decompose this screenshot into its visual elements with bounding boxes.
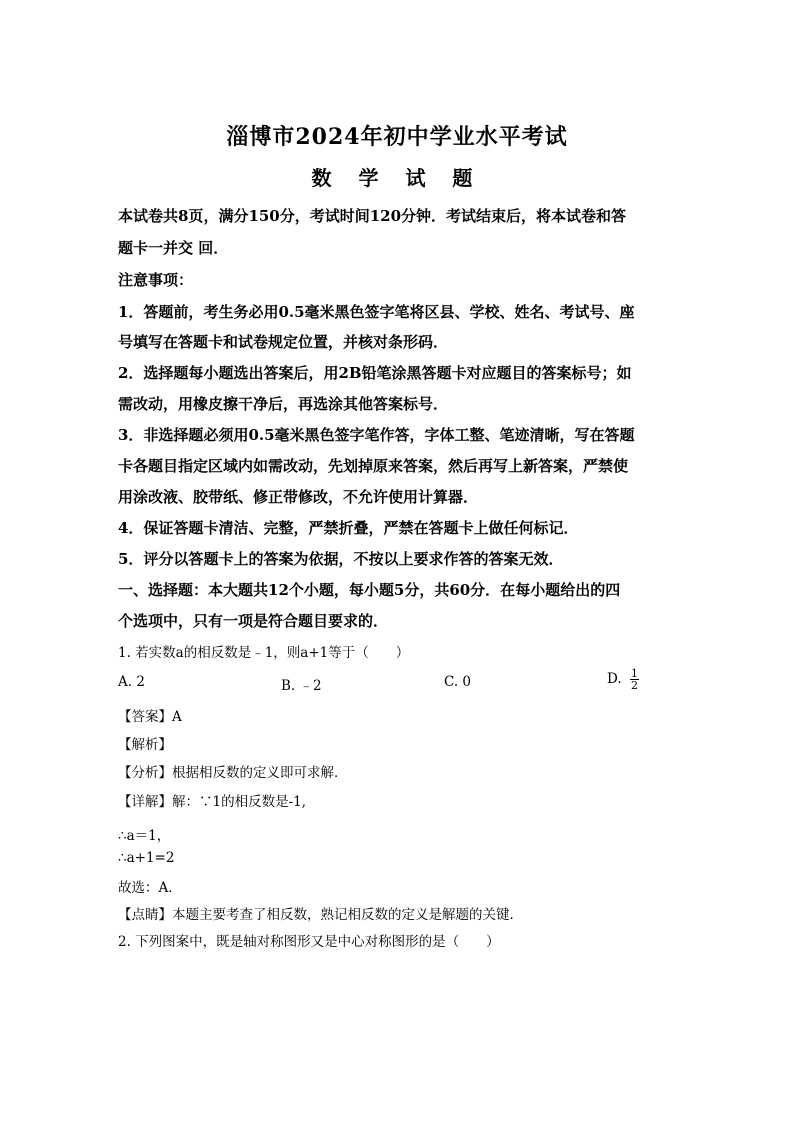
note-3-line-3: 用涂改液、胶带纸、修正带修改，不允许使用计算器． bbox=[118, 488, 479, 506]
q1-xiangjie: 【详解】解：∵1的相反数是-1, bbox=[118, 794, 307, 810]
exam-subtitle: 数 学 试 题 bbox=[311, 166, 483, 190]
intro-line-1: 本试卷共8页，满分150分，考试时间120分钟．考试结束后，将本试卷和答 bbox=[118, 207, 627, 225]
q1-step-1: ∴a＝1， bbox=[118, 828, 171, 844]
q1-dianjing: 【点睛】本题主要考查了相反数，熟记相反数的定义是解题的关键． bbox=[118, 907, 523, 923]
q1-fenxi: 【分析】根据相反数的定义即可求解． bbox=[118, 765, 348, 781]
question-2-stem: 2. 下列图案中，既是轴对称图形又是中心对称图形的是（ ） bbox=[118, 934, 500, 950]
note-1-line-2: 号填写在答题卡和试卷规定位置，并核对条形码． bbox=[118, 333, 449, 351]
fraction-numerator: 1 bbox=[630, 667, 638, 680]
note-5: 5．评分以答题卡上的答案为依据，不按以上要求作答的答案无效． bbox=[118, 550, 564, 568]
q1-answer: 【答案】A bbox=[118, 709, 182, 725]
q1-option-c: C. 0 bbox=[444, 674, 472, 690]
section-1-line-2: 个选项中，只有一项是符合题目要求的． bbox=[118, 612, 389, 630]
q1-step-2: ∴a+1=2 bbox=[118, 850, 175, 866]
fraction-denominator: 2 bbox=[630, 679, 638, 692]
q1-option-d-label: D. bbox=[607, 671, 622, 687]
q1-analysis-heading: 【解析】 bbox=[118, 737, 172, 753]
note-2-line-2: 需改动，用橡皮擦干净后，再选涂其他答案标号． bbox=[118, 395, 449, 413]
intro-line-2: 题卡一并交 回． bbox=[118, 239, 229, 257]
note-3-line-1: 3．非选择题必须用0.5毫米黑色签字笔作答，字体工整、笔迹清晰，写在答题 bbox=[118, 426, 635, 444]
note-3-line-2: 卡各题目指定区域内如需改动，先划掉原来答案，然后再写上新答案，严禁使 bbox=[118, 457, 629, 475]
note-2-line-1: 2．选择题每小题选出答案后，用2B铅笔涂黑答题卡对应题目的答案标号；如 bbox=[118, 364, 632, 382]
note-1-line-1: 1．答题前，考生务必用0.5毫米黑色签字笔将区县、学校、姓名、考试号、座 bbox=[118, 303, 635, 321]
q1-conclusion: 故选：A． bbox=[118, 880, 182, 896]
notes-heading: 注意事项： bbox=[118, 271, 194, 289]
note-4: 4．保证答题卡清洁、完整，严禁折叠，严禁在答题卡上做任何标记． bbox=[118, 519, 579, 537]
section-1-line-1: 一、选择题：本大题共12个小题，每小题5分，共60分．在每小题给出的四 bbox=[118, 581, 621, 599]
q1-option-b: B. ﹣2 bbox=[281, 678, 322, 694]
exam-title: 淄博市2024年初中学业水平考试 bbox=[226, 124, 568, 150]
q1-option-d bbox=[607, 668, 639, 691]
q1-option-a: A. 2 bbox=[118, 674, 145, 690]
question-1-stem: 1. 若实数a的相反数是﹣1，则a+1等于（ ） bbox=[118, 645, 410, 661]
fraction-one-half bbox=[630, 668, 639, 691]
